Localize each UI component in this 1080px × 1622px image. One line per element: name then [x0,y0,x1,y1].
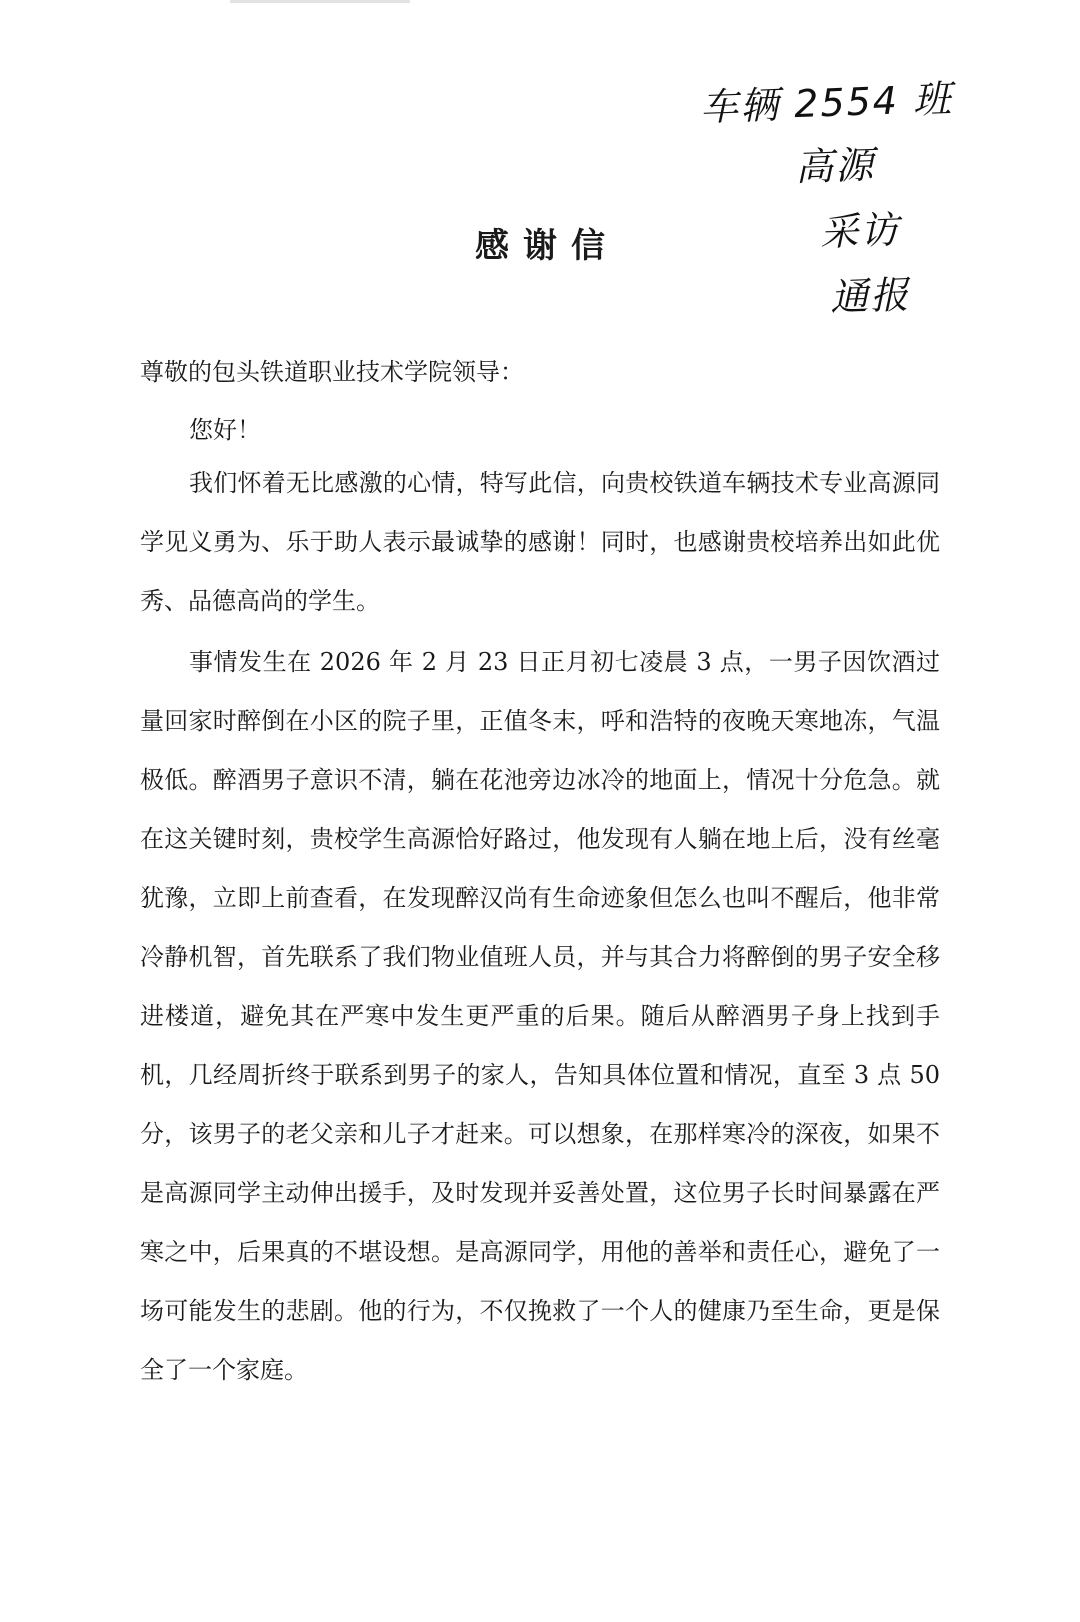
letter-paragraph-2: 事情发生在 2026 年 2 月 23 日正月初七凌晨 3 点，一男子因饮酒过量回家时醉倒在小区的院子里，正值冬末，呼和浩特的夜晚天寒地冻，气温极低。醉酒男子意识不清，躺在花池旁边冰冷的地面上，情况十分危急。就在这关键时刻，贵校学生高源恰好路过，他发现有人躺在地上后，没有丝毫犹豫，立即上前查看，在发现醉汉尚有生命迹象但怎么也叫不醒后，他非常冷静机智，首先联系了我们物业值班人员，并与其合力将醉倒的男子安全移进楼道，避免其在严寒中发生更严重的后果。随后从醉酒男子身上找到手机，几经周折终于联系到男子的家人，告知具体位置和情况，直至 3 点 50 分，该男子的老父亲和儿子才赶来。可以想象，在那样寒冷的深夜，如果不是高源同学主动伸出援手，及时发现并妥善处置，这位男子长时间暴露在严寒之中，后果真的不堪设想。是高源同学，用他的善举和责任心，避免了一场可能发生的悲剧。他的行为，不仅挽救了一个人的健康乃至生命，更是保全了一个家庭。 [140,648,940,1384]
handwritten-note-notice: 通报 [829,272,911,320]
handwritten-note-name: 高源 [794,142,876,190]
letter-paragraph-1: 我们怀着无比感激的心情，特写此信，向贵校铁道车辆技术专业高源同学见义勇为、乐于助人表示最诚挚的感谢！同时，也感谢贵校培养出如此优秀、品德高尚的学生。 [140,469,940,615]
letter-salutation: 尊敬的包头铁道职业技术学院领导： [140,358,524,386]
handwritten-note-class: 车辆 2554 班 [699,76,954,130]
letter-greeting: 您好！ [189,416,261,444]
page-edge-mark [230,0,410,3]
handwritten-note-interview: 采访 [819,207,901,255]
letter-title: 感谢信 [475,226,619,266]
